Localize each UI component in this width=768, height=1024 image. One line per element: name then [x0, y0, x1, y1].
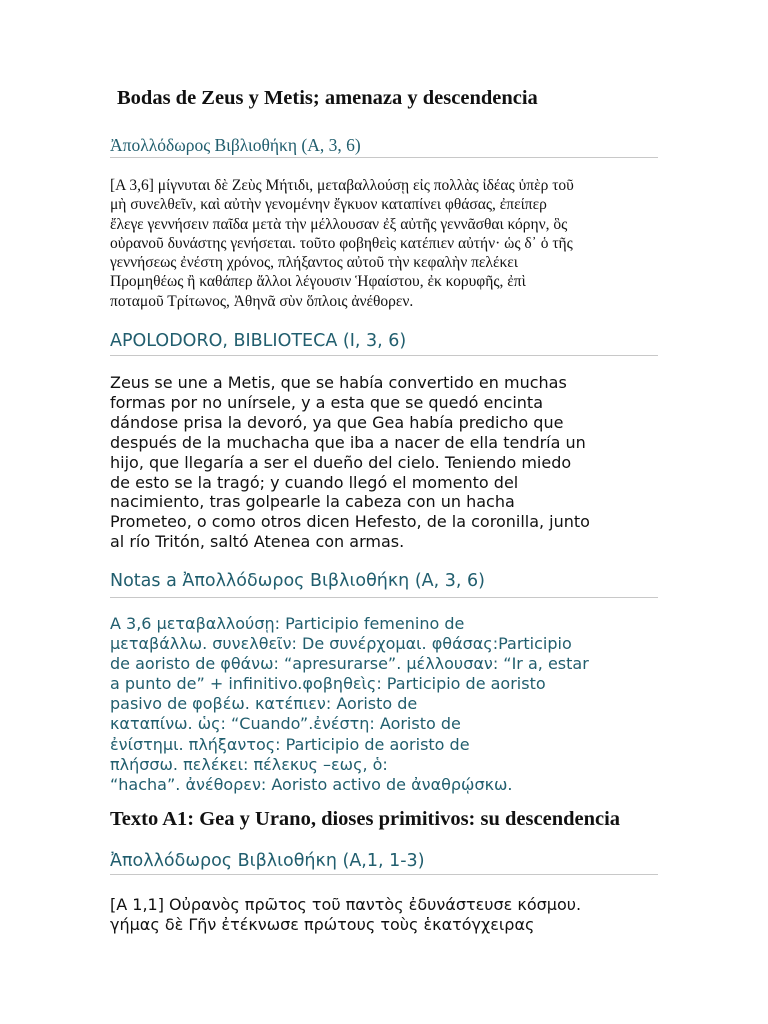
greek-text-line: οὐρανοῦ δυνάστης γενήσεται. τοῦτο φοβηθεὶς κατέπιεν αὐτήν· ὡς δ᾽ ὁ τῆς	[110, 234, 573, 252]
notes-heading: Notas a Ἀπολλόδωρος Βιβλιοθήκη (A, 3, 6)	[110, 571, 485, 591]
notes-text	[110, 614, 589, 795]
translation-line: dándose prisa la devoró, ya que Gea había predicho que	[110, 412, 564, 432]
note-line: ἐνίστημι. πλήξαντος: Participio de aoristo de	[110, 734, 470, 754]
greek-text-line: μὴ συνελθεῖν, καὶ αὐτὴν γενομένην ἔγκυον καταπίνει φθάσας, ἐπείπερ	[110, 196, 547, 214]
greek-text-line: ἔλεγε γεννήσειν παῖδα μετὰ τὴν μέλλουσαν ἐξ αὐτῆς γεννᾶσθαι κόρην, ὃς	[110, 215, 568, 233]
note-line: καταπίνω. ὡς: “Cuando”.ἐνέστη: Aoristo de	[110, 714, 461, 734]
translation-line: después de la muchacha que iba a nacer de ella tendría un	[110, 432, 586, 452]
note-line: πλήσσω. πελέκει: πέλεκυς –εως, ὁ:	[110, 754, 388, 774]
translation-line: al río Tritón, saltó Atenea con armas.	[110, 532, 405, 552]
heading-rule	[110, 157, 658, 158]
translation-heading: APOLODORO, BIBLIOTECA (I, 3, 6)	[110, 331, 407, 351]
next-greek-text-line: γήμας δὲ Γῆν ἐτέκνωσε πρώτους τοὺς ἑκατόγχειρας	[110, 915, 535, 934]
heading-rule	[110, 597, 658, 598]
note-line: μεταβάλλω. συνελθεῖν: De συνέρχομαι. φθάσας:Participio	[110, 634, 572, 654]
greek-source-heading: Ἀπολλόδωρος Βιβλιοθήκη (A, 3, 6)	[110, 135, 361, 155]
note-line: de aoristo de φθάνω: “apresurarse”. μέλλουσαν: “Ir a, estar	[110, 654, 589, 674]
greek-text-line: Προμηθέως ἢ καθάπερ ἄλλοι λέγουσιν Ἡφαίστου, ἐκ κορυφῆς, ἐπὶ	[110, 273, 526, 291]
translation-line: de esto se la tragó; y cuando llegó el momento del	[110, 472, 519, 492]
next-greek-text	[110, 895, 581, 935]
note-line: a punto de” + infinitivo.φοβηθεὶς: Participio de aoristo	[110, 674, 546, 694]
heading-rule	[110, 355, 658, 356]
translation-line: nacimiento, tras golpearle la cabeza con un hacha	[110, 492, 515, 512]
greek-text-line: ποταμοῦ Τρίτωνος, Ἀθηνᾶ σὺν ὅπλοις ἀνέθορεν.	[110, 292, 414, 310]
translation-line: formas por no unírsele, y a esta que se quedó encinta	[110, 392, 543, 412]
document-title: Bodas de Zeus y Metis; amenaza y descendencia	[117, 87, 538, 109]
next-greek-heading: Ἀπολλόδωρος Βιβλιοθήκη (A,1, 1-3)	[110, 851, 425, 871]
next-text-title: Texto A1: Gea y Urano, dioses primitivos: su descendencia	[110, 808, 621, 830]
greek-text-line: [A 3,6] μίγνυται δὲ Ζεὺς Μήτιδι, μεταβαλλούσῃ εἰς πολλὰς ἰδέας ὑπὲρ τοῦ	[110, 177, 574, 194]
note-line: “hacha”. ἀνέθορεν: Aoristo activo de ἀναθρῴσκω.	[110, 774, 513, 794]
greek-text-line: γεννήσεως ἐνέστη χρόνος, πλήξαντος αὐτοῦ τὴν κεφαλὴν πελέκει	[110, 254, 518, 272]
note-line: A 3,6 μεταβαλλούσῃ: Participio femenino de	[110, 614, 465, 633]
translation-line: hijo, que llegaría a ser el dueño del cielo. Teniendo miedo	[110, 452, 572, 472]
translation-line: Zeus se une a Metis, que se había convertido en muchas	[110, 373, 567, 392]
next-greek-text-line: [A 1,1] Οὐρανὸς πρῶτος τοῦ παντὸς ἐδυνάστευσε κόσμου.	[110, 895, 582, 914]
greek-source-text	[110, 176, 574, 311]
heading-rule	[110, 874, 658, 875]
translation-text	[110, 373, 590, 552]
translation-line: Prometeo, o como otros dicen Hefesto, de la coronilla, junto	[110, 512, 590, 532]
note-line: pasivo de φοβέω. κατέπιεν: Aoristo de	[110, 694, 418, 714]
